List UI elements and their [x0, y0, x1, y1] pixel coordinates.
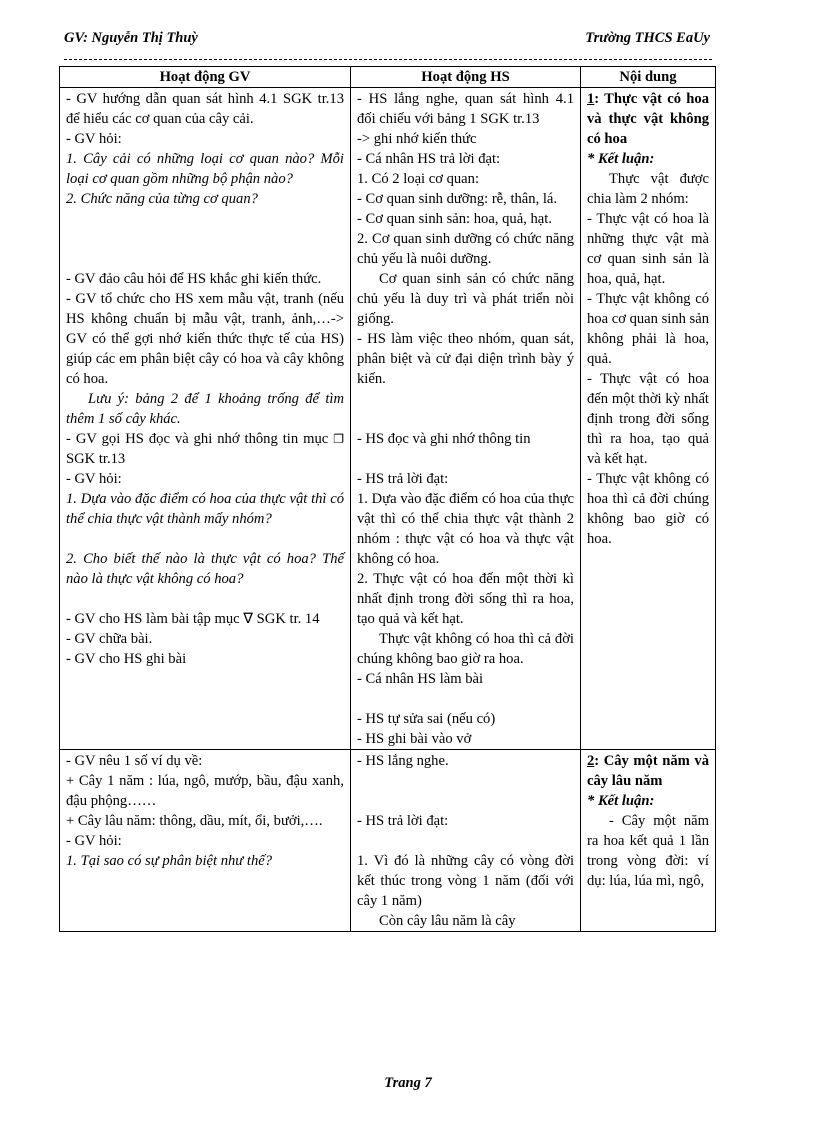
table-row	[60, 88, 716, 750]
column-header-gv: Hoạt động GV	[60, 67, 351, 88]
gv-text: + Cây lâu năm: thông, dầu, mít, ổi, bưởi,….	[66, 813, 323, 829]
content-text: - Thực vật có hoa là những thực vật mà cơ quan sinh sản là hoa, quả, hạt.	[587, 211, 709, 287]
hs-text: - HS lắng nghe, quan sát hình 4.1 đối chiếu với bảng 1 SGK tr.13	[357, 91, 574, 127]
hs-text: 2. Cơ quan sinh dưỡng có chức năng chủ yếu là nuôi dưỡng.	[357, 231, 574, 267]
hs-text: - HS đọc và ghi nhớ thông tin	[357, 431, 531, 447]
hs-text: - HS tự sửa sai (nếu có)	[357, 711, 496, 727]
section-title: 1: Thực vật có hoa và thực vật không có hoa	[587, 91, 709, 147]
gv-question: 2. Cho biết thế nào là thực vật có hoa? Thế nào là thực vật không có hoa?	[66, 551, 344, 587]
hs-text: 1. Vì đó là những cây có vòng đời kết thúc trong vòng 1 năm (đối với cây 1 năm)	[357, 853, 574, 909]
hs-text: - Cá nhân HS trả lời đạt:	[357, 151, 501, 167]
hs-text: - HS trả lời đạt:	[357, 813, 449, 829]
gv-question: 2. Chức năng của từng cơ quan?	[66, 191, 258, 207]
gv-question: 1. Tại sao có sự phân biệt như thế?	[66, 853, 273, 869]
table-row	[60, 750, 716, 932]
content-text: Thực vật được chia làm 2 nhóm:	[587, 171, 709, 207]
gv-text: - GV nêu 1 số ví dụ về:	[66, 753, 203, 769]
hs-text: - HS ghi bài vào vở	[357, 731, 472, 747]
column-header-content: Nội dung	[581, 67, 716, 88]
hs-text: Cơ quan sinh sản có chức năng chủ yếu là duy trì và phát triển nòi giống.	[357, 271, 574, 327]
cell-content	[581, 88, 716, 750]
gv-text: - GV tổ chức cho HS xem mẫu vật, tranh (nếu HS không chuẩn bị mẫu vật, tranh, ảnh,…-> GV có thể gợi nhớ kiến thức thực tế của HS) giúp các em phân biệt cây có hoa và cây không có hoa.	[66, 291, 344, 387]
cell-student-activity	[351, 750, 581, 932]
gv-text: - GV cho HS ghi bài	[66, 651, 187, 667]
info-box-icon: ❐	[333, 432, 345, 446]
gv-text: - GV hỏi:	[66, 471, 122, 487]
gv-question: 1. Cây cải có những loại cơ quan nào? Mỗi loại cơ quan gồm những bộ phận nào?	[66, 151, 344, 187]
cell-content	[581, 750, 716, 932]
section-title: 2: Cây một năm và cây lâu năm	[587, 753, 709, 789]
hs-text: 1. Dựa vào đặc điểm có hoa của thực vật thì có thể chia thực vật thành 2 nhóm : thực vật có hoa và thực vật không có hoa.	[357, 491, 574, 567]
hs-text: - HS làm việc theo nhóm, quan sát, phân biệt và cử đại diện trình bày ý kiến.	[357, 331, 574, 387]
content-text: - Thực vật không có hoa thì cả đời chúng không bao giờ có hoa.	[587, 471, 709, 547]
gv-text: - GV hỏi:	[66, 833, 122, 849]
gv-text: - GV hỏi:	[66, 131, 122, 147]
hs-text: - Cơ quan sinh sản: hoa, quả, hạt.	[357, 211, 552, 227]
page-number: Trang 7	[384, 1075, 432, 1091]
content-text: - Thực vật không có hoa cơ quan sinh sản không phải là hoa, quả.	[587, 291, 710, 367]
cell-teacher-activity	[60, 750, 351, 932]
hs-text: -> ghi nhớ kiến thức	[357, 131, 477, 147]
hs-text: - Cơ quan sinh dưỡng: rễ, thân, lá.	[357, 191, 558, 207]
gv-text: - GV hướng dẫn quan sát hình 4.1 SGK tr.13 để hiểu các cơ quan của cây cải.	[66, 91, 344, 127]
conclusion-label: * Kết luận:	[587, 793, 655, 809]
gv-text: - GV gọi HS đọc và ghi nhớ thông tin mục ❐ SGK tr.13	[66, 431, 345, 467]
hs-text: - HS trả lời đạt:	[357, 471, 449, 487]
hs-text: Thực vật không có hoa thì cả đời chúng không bao giờ ra hoa.	[357, 631, 574, 667]
hs-text: 1. Có 2 loại cơ quan:	[357, 171, 480, 187]
gv-question: 1. Dựa vào đặc điểm có hoa của thực vật thì có thể chia thực vật thành mấy nhóm?	[66, 491, 344, 527]
gv-text: - GV chữa bài.	[66, 631, 153, 647]
hs-text: 2. Thực vật có hoa đến một thời kì nhất định trong đời sống thì ra hoa, tạo quả và kết hạt.	[357, 571, 574, 627]
content-text: - Thực vật có hoa đến một thời kỳ nhất định trong đời sống thì ra hoa, tạo quả và kết hạt.	[587, 371, 709, 467]
hs-text: - HS lắng nghe.	[357, 753, 449, 769]
header-divider	[64, 59, 712, 60]
hs-text: Còn cây lâu năm là cây	[379, 913, 516, 929]
page-header	[64, 30, 712, 56]
table-header-row	[60, 67, 716, 88]
lesson-table	[59, 66, 716, 932]
gv-text: + Cây 1 năm : lúa, ngô, mướp, bầu, đậu xanh, đậu phộng……	[66, 773, 344, 809]
teacher-name: GV: Nguyễn Thị Thuỳ	[64, 30, 198, 46]
cell-student-activity	[351, 88, 581, 750]
content-text: - Cây một năm ra hoa kết quả 1 lần trong vòng đời: ví dụ: lúa, lúa mì, ngô,	[587, 813, 709, 889]
conclusion-label: * Kết luận:	[587, 151, 655, 167]
school-name: Trường THCS EaUy	[585, 30, 710, 46]
hs-text: - Cá nhân HS làm bài	[357, 671, 484, 687]
gv-note: Lưu ý: bảng 2 để 1 khoảng trống để tìm thêm 1 số cây khác.	[66, 391, 344, 427]
cell-teacher-activity	[60, 88, 351, 750]
gv-text: - GV cho HS làm bài tập mục ∇ SGK tr. 14	[66, 611, 320, 627]
column-header-hs: Hoạt động HS	[351, 67, 581, 88]
gv-text: - GV đảo câu hỏi để HS khắc ghi kiến thức.	[66, 271, 322, 287]
